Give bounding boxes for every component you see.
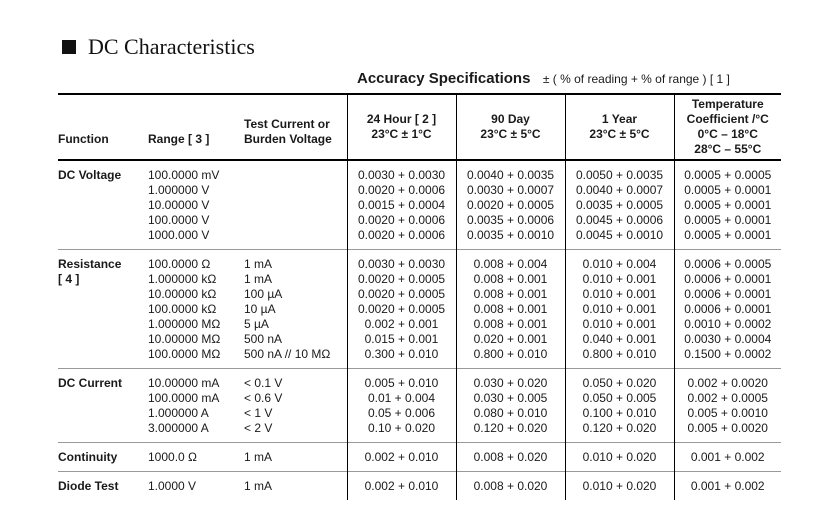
- cell-value: 0.100 + 0.010: [582, 406, 657, 420]
- cell-value: 0.0045 + 0.0006: [575, 213, 664, 227]
- cell-value: 0.030 + 0.020: [473, 376, 548, 390]
- cell-value: 0.002 + 0.0020: [687, 376, 768, 390]
- page-heading: [62, 34, 255, 60]
- cell-range: [148, 472, 244, 501]
- cell-value: 0.0006 + 0.0001: [684, 287, 772, 301]
- cell-temp-coefficient: [674, 250, 781, 369]
- cell-value: 0.0015 + 0.0004: [357, 198, 446, 212]
- cell-value: 0.1500 + 0.0002: [684, 347, 772, 361]
- cell-value: 0.001 + 0.002: [690, 479, 765, 493]
- cell-value: 0.0020 + 0.0006: [357, 183, 446, 197]
- cell-value: 0.0020 + 0.0006: [357, 228, 446, 242]
- cell-value: 10 µA: [244, 302, 276, 316]
- cell-value: 0.008 + 0.020: [473, 479, 548, 493]
- cell-value: 0.0020 + 0.0005: [357, 272, 446, 286]
- cell-value: 100.0000 mV: [148, 168, 220, 182]
- cell-value: 0.0050 + 0.0035: [575, 168, 664, 182]
- cell-test-current: [244, 472, 347, 501]
- cell-value: 0.0045 + 0.0010: [575, 228, 664, 242]
- cell-value: 0.01 + 0.004: [367, 391, 436, 405]
- cell-value: 0.005 + 0.010: [364, 376, 439, 390]
- page-title: DC Characteristics: [88, 34, 255, 59]
- cell-value: 0.120 + 0.020: [582, 421, 657, 435]
- cell-24-hour: [347, 160, 456, 250]
- cell-value: 0.0005 + 0.0001: [684, 228, 772, 242]
- cell-value: 0.0040 + 0.0035: [466, 168, 555, 182]
- cell-value: < 0.1 V: [244, 376, 283, 390]
- cell-range: [148, 369, 244, 443]
- cell-value: 0.05 + 0.006: [367, 406, 436, 420]
- header-1-year: 1 Year 23°C ± 5°C: [565, 94, 674, 160]
- cell-value: 0.0030 + 0.0030: [357, 257, 446, 271]
- cell-value: 0.0005 + 0.0005: [684, 168, 772, 182]
- cell-value: 0.010 + 0.001: [582, 317, 657, 331]
- cell-value: 0.002 + 0.0005: [687, 391, 768, 405]
- cell-value: 0.002 + 0.010: [364, 450, 439, 464]
- cell-test-current: [244, 160, 347, 250]
- accuracy-heading: [357, 70, 730, 88]
- cell-value: 1 mA: [244, 257, 273, 271]
- cell-function: [58, 443, 148, 472]
- cell-value: DC Current: [58, 376, 123, 390]
- cell-value: 0.010 + 0.001: [582, 302, 657, 316]
- cell-value: 0.0006 + 0.0001: [684, 272, 772, 286]
- cell-value: 0.002 + 0.001: [364, 317, 439, 331]
- cell-value: 0.0020 + 0.0006: [357, 213, 446, 227]
- cell-temp-coefficient: [674, 443, 781, 472]
- cell-temp-coefficient: [674, 160, 781, 250]
- cell-temp-coefficient: [674, 472, 781, 501]
- cell-value: 0.300 + 0.010: [364, 347, 439, 361]
- cell-value: 0.800 + 0.010: [473, 347, 548, 361]
- cell-value: 0.001 + 0.002: [690, 450, 765, 464]
- table-row: [58, 250, 781, 369]
- cell-value: 100.0000 MΩ: [148, 347, 221, 361]
- cell-value: 10.00000 MΩ: [148, 332, 221, 346]
- table-row: [58, 443, 781, 472]
- cell-value: 0.010 + 0.020: [582, 450, 657, 464]
- table-header-row: [58, 94, 781, 160]
- accuracy-title: Accuracy Specifications: [357, 70, 531, 87]
- cell-value: 0.050 + 0.020: [582, 376, 657, 390]
- cell-value: 0.030 + 0.005: [473, 391, 548, 405]
- cell-value: 0.008 + 0.004: [473, 257, 548, 271]
- cell-value: 0.005 + 0.0020: [687, 421, 768, 435]
- cell-90-day: [456, 472, 565, 501]
- cell-value: 1.000000 MΩ: [148, 317, 221, 331]
- cell-value: 10.00000 V: [148, 198, 210, 212]
- cell-temp-coefficient: [674, 369, 781, 443]
- cell-value: 0.0005 + 0.0001: [684, 198, 772, 212]
- cell-value: 1.000000 V: [148, 183, 210, 197]
- cell-value: 1 mA: [244, 450, 273, 464]
- cell-function: [58, 160, 148, 250]
- cell-value: 0.0035 + 0.0010: [466, 228, 555, 242]
- cell-24-hour: [347, 443, 456, 472]
- cell-value: 5 µA: [244, 317, 269, 331]
- cell-value: 100.0000 Ω: [148, 257, 211, 271]
- cell-range: [148, 250, 244, 369]
- header-function: Function: [58, 132, 109, 146]
- cell-test-current: [244, 369, 347, 443]
- cell-value: 0.0020 + 0.0005: [357, 287, 446, 301]
- cell-function: [58, 472, 148, 501]
- cell-range: [148, 160, 244, 250]
- cell-value: 0.010 + 0.001: [582, 287, 657, 301]
- cell-1-year: [565, 369, 674, 443]
- cell-value: 0.0030 + 0.0007: [466, 183, 555, 197]
- cell-value: 0.008 + 0.001: [473, 317, 548, 331]
- cell-value: 1000.0 Ω: [148, 450, 198, 464]
- cell-value: 1.000000 kΩ: [148, 272, 217, 286]
- cell-test-current: [244, 443, 347, 472]
- square-bullet-icon: [62, 40, 76, 54]
- table-row: [58, 472, 781, 501]
- table-row: [58, 369, 781, 443]
- header-temp-coefficient: Temperature Coefficient /°C 0°C – 18°C 28°C – 55°C: [674, 94, 781, 160]
- cell-test-current: [244, 250, 347, 369]
- cell-value: 0.008 + 0.001: [473, 272, 548, 286]
- cell-value: 1000.000 V: [148, 228, 210, 242]
- cell-value: 100.0000 mA: [148, 391, 220, 405]
- cell-value: 0.0035 + 0.0005: [575, 198, 664, 212]
- cell-value: 0.080 + 0.010: [473, 406, 548, 420]
- cell-value: 0.0035 + 0.0006: [466, 213, 555, 227]
- cell-value: 0.010 + 0.020: [582, 479, 657, 493]
- cell-value: 1 mA: [244, 479, 273, 493]
- cell-value: 0.0030 + 0.0004: [684, 332, 772, 346]
- cell-value: < 1 V: [244, 406, 273, 420]
- cell-value: 0.010 + 0.001: [582, 272, 657, 286]
- cell-value: 0.015 + 0.001: [364, 332, 439, 346]
- cell-90-day: [456, 369, 565, 443]
- cell-value: 0.002 + 0.010: [364, 479, 439, 493]
- cell-function: [58, 369, 148, 443]
- cell-1-year: [565, 250, 674, 369]
- cell-value: 500 nA: [244, 332, 283, 346]
- cell-value: 0.0040 + 0.0007: [575, 183, 664, 197]
- cell-value: 10.00000 mA: [148, 376, 220, 390]
- cell-value: 0.008 + 0.020: [473, 450, 548, 464]
- cell-value: DC Voltage: [58, 168, 122, 182]
- cell-value: 100.0000 kΩ: [148, 302, 217, 316]
- cell-value: < 2 V: [244, 421, 273, 435]
- cell-value: 0.050 + 0.005: [582, 391, 657, 405]
- cell-value: Resistance: [58, 257, 122, 271]
- cell-value: 0.008 + 0.001: [473, 302, 548, 316]
- cell-value: 0.0005 + 0.0001: [684, 183, 772, 197]
- cell-value: 0.0005 + 0.0001: [684, 213, 772, 227]
- cell-range: [148, 443, 244, 472]
- cell-value: 500 nA // 10 MΩ: [244, 347, 331, 361]
- header-90-day: 90 Day 23°C ± 5°C: [456, 94, 565, 160]
- cell-value: 1 mA: [244, 272, 273, 286]
- cell-value: 3.000000 A: [148, 421, 209, 435]
- header-24-hour: 24 Hour [ 2 ] 23°C ± 1°C: [347, 94, 456, 160]
- cell-value: 0.800 + 0.010: [582, 347, 657, 361]
- cell-value: 100.0000 V: [148, 213, 210, 227]
- cell-value: 0.120 + 0.020: [473, 421, 548, 435]
- cell-value: 0.008 + 0.001: [473, 287, 548, 301]
- cell-90-day: [456, 443, 565, 472]
- cell-90-day: [456, 160, 565, 250]
- cell-value: 0.040 + 0.001: [582, 332, 657, 346]
- cell-24-hour: [347, 369, 456, 443]
- cell-1-year: [565, 443, 674, 472]
- cell-value: Diode Test: [58, 479, 119, 493]
- cell-1-year: [565, 160, 674, 250]
- cell-value: < 0.6 V: [244, 391, 283, 405]
- cell-value: 0.0020 + 0.0005: [466, 198, 555, 212]
- cell-value: 0.0010 + 0.0002: [684, 317, 772, 331]
- cell-value: [ 4 ]: [58, 272, 80, 286]
- accuracy-formula: ± ( % of reading + % of range ) [ 1 ]: [542, 72, 730, 86]
- cell-value: 0.020 + 0.001: [473, 332, 548, 346]
- cell-value: 10.00000 kΩ: [148, 287, 217, 301]
- cell-value: 0.005 + 0.0010: [687, 406, 768, 420]
- table-row: [58, 160, 781, 250]
- cell-24-hour: [347, 472, 456, 501]
- cell-value: 0.010 + 0.004: [582, 257, 657, 271]
- cell-90-day: [456, 250, 565, 369]
- cell-value: 0.0020 + 0.0005: [357, 302, 446, 316]
- cell-value: Continuity: [58, 450, 118, 464]
- cell-value: 1.000000 A: [148, 406, 209, 420]
- header-range: Range [ 3 ]: [148, 132, 210, 146]
- cell-value: 1.0000 V: [148, 479, 197, 493]
- cell-value: 0.0006 + 0.0001: [684, 302, 772, 316]
- header-test-current: Test Current or Burden Voltage: [244, 117, 332, 146]
- cell-24-hour: [347, 250, 456, 369]
- cell-value: 100 µA: [244, 287, 283, 301]
- cell-1-year: [565, 472, 674, 501]
- cell-function: [58, 250, 148, 369]
- cell-value: 0.0006 + 0.0005: [684, 257, 772, 271]
- cell-value: 0.10 + 0.020: [367, 421, 436, 435]
- cell-value: 0.0030 + 0.0030: [357, 168, 446, 182]
- specs-table: [58, 93, 781, 500]
